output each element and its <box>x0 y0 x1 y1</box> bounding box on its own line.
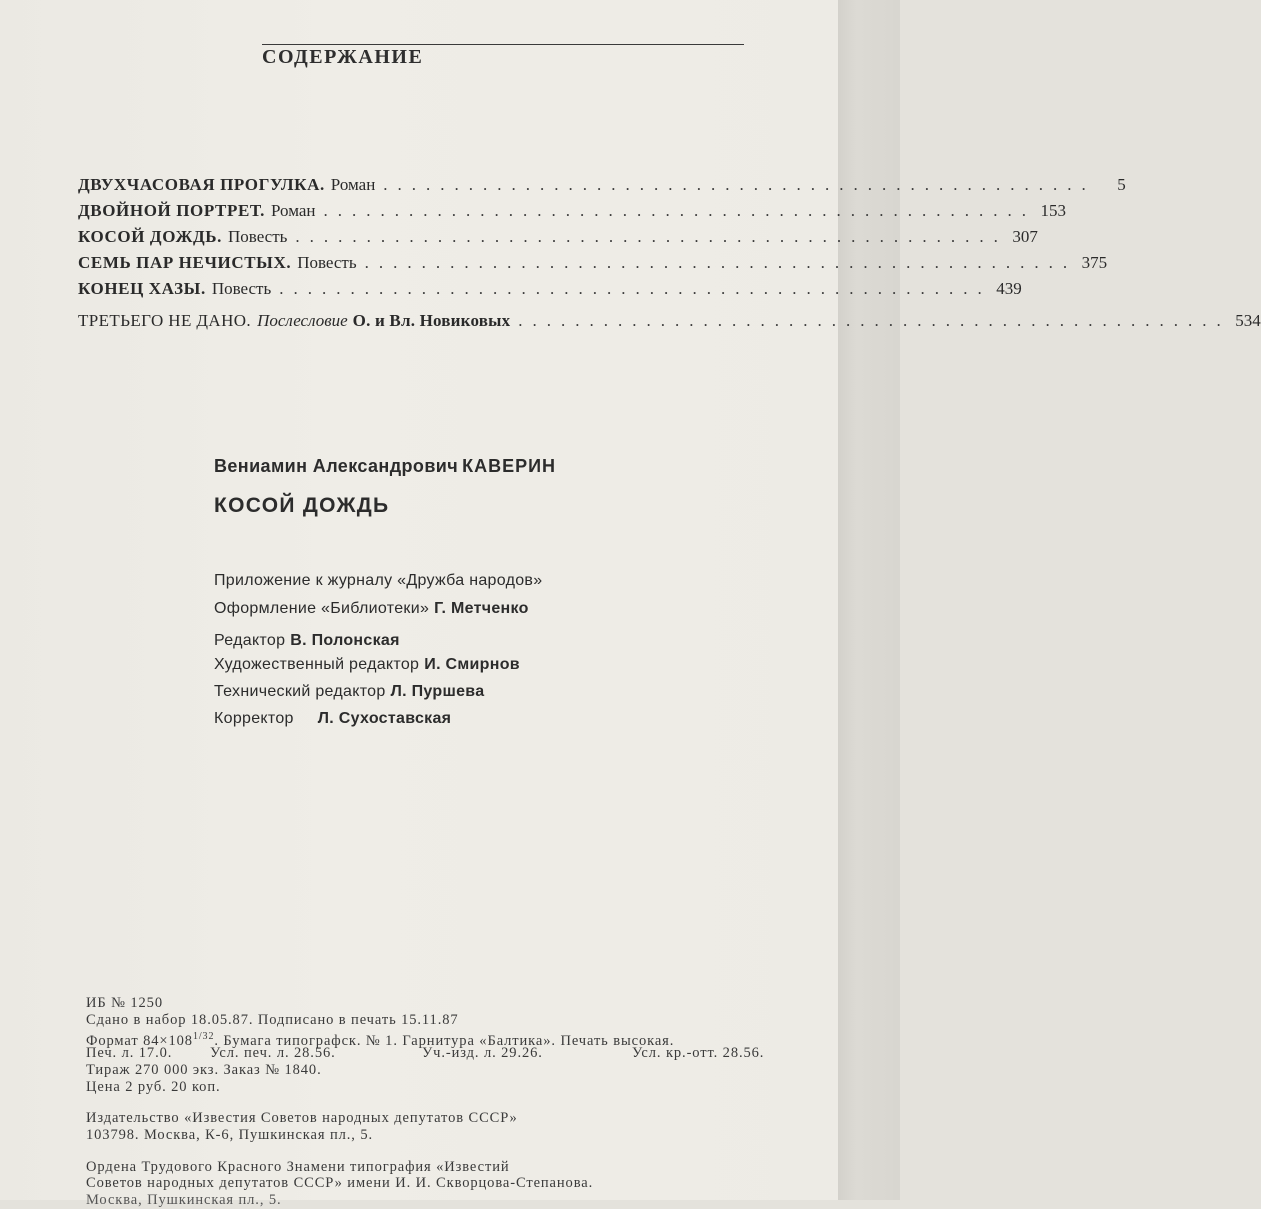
colophon-print-sheets: Печ. л. 17.0. <box>86 1045 173 1061</box>
toc-entry-genre: Послесловие <box>257 311 348 330</box>
toc-entry-afterword <box>78 308 1261 334</box>
toc-entry-page: 534 <box>1235 311 1261 330</box>
toc-entry-genre: Повесть <box>228 227 288 246</box>
toc-entry-genre: Роман <box>271 201 316 220</box>
toc-entry <box>78 250 1108 276</box>
toc-entry-genre: Повесть <box>297 253 357 272</box>
credit-line <box>214 683 484 701</box>
credit-line <box>214 572 542 590</box>
toc-entry-title: ДВОЙНОЙ ПОРТРЕТ. <box>78 201 265 220</box>
toc-leader-dots: .................................................. <box>383 175 1096 194</box>
credit-line <box>214 656 520 674</box>
toc-entry-genre: Повесть <box>211 279 272 298</box>
toc-leader-dots: .................................................. <box>364 253 1078 272</box>
credit-role: Технический редактор <box>214 683 386 700</box>
credit-line <box>214 600 529 618</box>
colophon-price: Цена 2 руб. 20 коп. <box>86 1079 221 1095</box>
colophon-ib-number: ИБ № 1250 <box>86 995 163 1011</box>
credit-role: Редактор <box>214 632 286 649</box>
credit-person: В. Полонская <box>290 632 400 649</box>
colophon-format <box>86 1028 674 1050</box>
colophon-edit-sheets: Уч.-изд. л. 29.26. <box>422 1045 543 1061</box>
author-surname: КАВЕРИН <box>462 456 557 476</box>
credit-line <box>214 710 451 728</box>
toc-entry-title: КОНЕЦ ХАЗЫ. <box>78 279 206 298</box>
colophon-printer-name: Советов народных депутатов СССР» имени И. И. Скворцова-Степанова. <box>86 1175 594 1191</box>
credit-person: Г. Метченко <box>434 600 529 617</box>
colophon-printer-address: Москва, Пушкинская пл., 5. <box>86 1192 282 1208</box>
colophon-printer: Ордена Трудового Красного Знамени типография «Известий <box>86 1159 510 1175</box>
toc-entry-authors: О. и Вл. Новиковых <box>352 311 511 330</box>
credit-role: Корректор <box>214 710 294 727</box>
toc-leader-dots: .................................................. <box>323 201 1036 220</box>
top-rule <box>262 44 744 45</box>
toc-entry <box>78 276 1022 302</box>
credit-role: Художественный редактор <box>214 656 420 673</box>
toc-entry-page: 5 <box>1117 175 1126 194</box>
author-name <box>214 456 556 477</box>
toc-entry-title: КОСОЙ ДОЖДЬ. <box>78 227 222 246</box>
toc-entry-genre: Роман <box>330 175 376 194</box>
toc-entry-title: ДВУХЧАСОВАЯ ПРОГУЛКА. <box>78 175 325 194</box>
colophon-dates: Сдано в набор 18.05.87. Подписано в печать 15.11.87 <box>86 1012 459 1028</box>
colophon-color-prints: Усл. кр.-отт. 28.56. <box>632 1045 765 1061</box>
toc-leader-dots: .................................................. <box>295 227 1008 246</box>
credit-role: Оформление «Библиотеки» <box>214 600 430 617</box>
colophon-format-fraction: 1/32 <box>192 1031 215 1042</box>
toc-entry-page: 375 <box>1081 253 1108 272</box>
credit-role: Приложение к журналу «Дружба народов» <box>214 572 543 589</box>
toc-entry <box>78 198 1066 224</box>
toc-entry-page: 153 <box>1040 201 1066 220</box>
credit-line <box>214 632 400 650</box>
toc-entry-page: 307 <box>1012 227 1038 246</box>
credit-person: Л. Сухоставская <box>317 710 452 727</box>
colophon-publisher: Издательство «Известия Советов народных депутатов СССР» <box>86 1110 518 1126</box>
toc-entry-title: СЕМЬ ПАР НЕЧИСТЫХ. <box>78 253 292 272</box>
toc-entry-title: ТРЕТЬЕГО НЕ ДАНО. <box>78 311 252 330</box>
colophon-format-details: . Бумага типографск. № 1. Гарнитура «Балтика». Печать высокая. <box>214 1032 675 1049</box>
toc-entry <box>78 224 1038 250</box>
colophon-publisher-address: 103798. Москва, К-6, Пушкинская пл., 5. <box>86 1127 374 1143</box>
colophon-cond-sheets: Усл. печ. л. 28.56. <box>210 1045 336 1061</box>
author-given-names: Вениамин Александрович <box>214 456 459 476</box>
colophon-circulation: Тираж 270 000 экз. Заказ № 1840. <box>86 1062 322 1078</box>
toc-entry <box>78 172 1126 198</box>
toc-heading: СОДЕРЖАНИЕ <box>262 46 424 68</box>
book-title: КОСОЙ ДОЖДЬ <box>214 494 390 517</box>
toc-leader-dots: .................................................. <box>279 279 992 298</box>
toc-entry-page: 439 <box>996 279 1022 298</box>
credit-person: И. Смирнов <box>424 656 520 673</box>
credit-person: Л. Пуршева <box>390 683 485 700</box>
colophon-format-size: Формат 84×108 <box>86 1032 193 1049</box>
toc-leader-dots: .................................................. <box>518 311 1231 330</box>
